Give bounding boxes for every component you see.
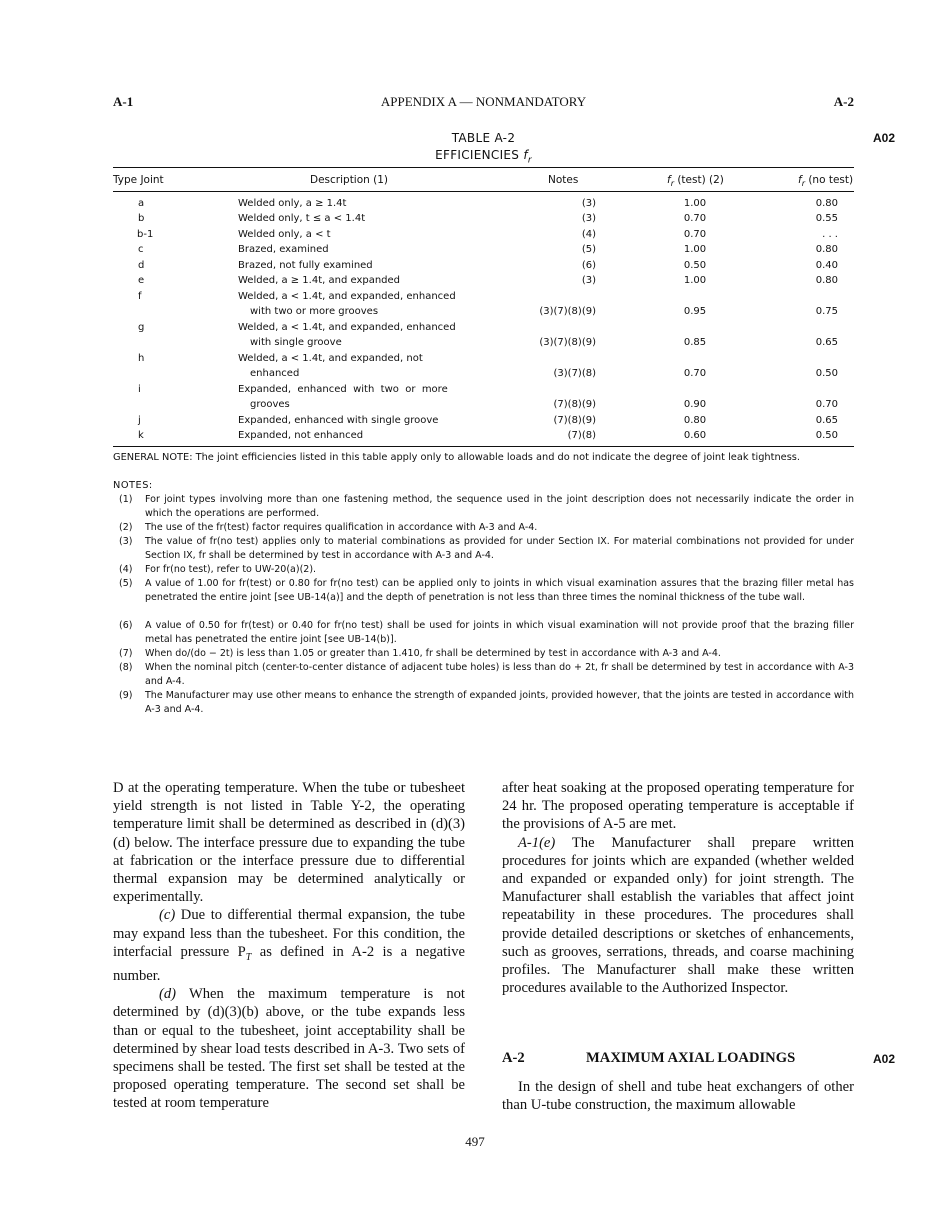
note-item: [113, 577, 854, 605]
note-number: (1): [119, 494, 133, 505]
header-left: A-1: [113, 94, 134, 109]
col-header-fr-test: [667, 174, 724, 188]
row-description-cont: enhanced: [250, 368, 300, 379]
row-fr-notest: . . .: [822, 229, 838, 240]
fr-test-rest: (test) (2): [674, 174, 724, 186]
body-paragraph: In the design of shell and tube heat exchangers of other than U-tube construction, the maximum allowable: [502, 1079, 854, 1114]
col-header-description: Description (1): [310, 174, 389, 186]
row-fr-notest: 0.70: [815, 399, 838, 410]
note-number: (4): [119, 564, 133, 575]
note-text: The Manufacturer may use other means to enhance the strength of expanded joints, provided however, that the joints are tested in accordance with A-3 and A-4.: [145, 690, 854, 715]
row-notes: (7)(8)(9): [553, 415, 596, 426]
row-fr-test: 0.50: [683, 260, 707, 271]
row-description: Welded, a < 1.4t, and expanded, not: [238, 353, 423, 364]
note-item: [113, 689, 854, 717]
notes-heading: NOTES:: [113, 480, 153, 491]
row-description: Welded only, t ≤ a < 1.4t: [238, 213, 366, 224]
row-type: f: [138, 291, 142, 302]
note-text: When do/(do − 2t) is less than 1.05 or greater than 1.410, fr shall be determined by test in accordance with A-3 and A-4.: [145, 648, 721, 659]
row-fr-test: 0.80: [683, 415, 707, 426]
row-type: j: [138, 415, 141, 426]
body-paragraph: after heat soaking at the proposed operating temperature for 24 hr. The proposed operating temperature is acceptable if the provisions of A-5 are met.: [502, 780, 854, 833]
note-text: The use of the fr(test) factor requires qualification in accordance with A-3 and A-4.: [145, 522, 538, 533]
row-notes: (7)(8): [567, 430, 596, 441]
header-center: APPENDIX A — NONMANDATORY: [380, 94, 587, 109]
note-text: A value of 1.00 for fr(test) or 0.80 for fr(no test) can be applied only to joints in which visual examination assures that the brazing filler metal has penetrated the entire joint [see UB-14(a)] and the depth of penetration is not less than three times the nominal thickness of the tube wall.: [145, 578, 854, 603]
subscript: T: [245, 951, 252, 963]
table-title-subscript: r: [527, 155, 532, 166]
row-type: c: [138, 244, 144, 255]
row-fr-test: 0.70: [683, 213, 707, 224]
row-fr-test: 0.70: [683, 229, 707, 240]
col-header-fr-notest: [798, 174, 853, 188]
revision-mark-section: A02: [873, 1052, 896, 1066]
note-item: [113, 647, 854, 661]
row-fr-test: 1.00: [683, 198, 707, 209]
row-fr-notest: 0.50: [815, 430, 838, 441]
row-description: Welded only, a < t: [238, 229, 331, 240]
note-text: For fr(no test), refer to UW-20(a)(2).: [145, 564, 317, 575]
note-item: [113, 535, 854, 563]
row-fr-test: 0.95: [683, 306, 707, 317]
row-description-cont: with two or more grooves: [250, 306, 379, 317]
row-fr-notest: 0.55: [815, 213, 838, 224]
body-paragraph: [502, 834, 854, 998]
note-number: (7): [119, 648, 133, 659]
row-notes: (3): [581, 275, 596, 286]
table-title: [113, 130, 854, 169]
table-title-line1: TABLE A-2: [451, 131, 516, 145]
clause-label: (c): [159, 907, 176, 924]
section-title: MAXIMUM AXIAL LOADINGS: [586, 1050, 796, 1066]
general-note: GENERAL NOTE: The joint efficiencies listed in this table apply only to allowable loads and do not indicate the degree of joint leak tightness.: [113, 452, 801, 463]
note-number: (8): [119, 662, 133, 673]
row-fr-test: 1.00: [683, 244, 707, 255]
row-fr-notest: 0.80: [815, 244, 838, 255]
body-paragraph: D at the operating temperature. When the tube or tubesheet yield strength is not listed in Table Y-2, the operating temperature limit shall be determined as described in (d)(3)(d) below. The interface pressure due to expanding the tube at fabrication or the interface pressure due to differential thermal expansion may be determined analytically or experimentally.: [113, 780, 465, 906]
row-type: i: [138, 384, 141, 395]
row-notes: (4): [581, 229, 596, 240]
row-fr-test: 1.00: [683, 275, 707, 286]
revision-mark-table: A02: [873, 131, 896, 145]
row-notes: (3)(7)(8)(9): [539, 337, 596, 348]
fr-test-sub: r: [670, 179, 674, 189]
row-type: e: [138, 275, 145, 286]
clause-label: (d): [159, 986, 177, 1003]
row-description: Welded, a < 1.4t, and expanded, enhanced: [238, 322, 456, 333]
body-column-left: [113, 779, 465, 1113]
row-fr-notest: 0.80: [815, 275, 838, 286]
section-number: A-2: [502, 1050, 525, 1066]
row-type: k: [138, 430, 144, 441]
note-text: When the nominal pitch (center-to-center distance of adjacent tube holes) is less than do + 2t, fr shall be determined by test in accordance with A-3 and A-4.: [145, 662, 854, 687]
table-bottom-rule: [113, 446, 854, 447]
note-number: (2): [119, 522, 133, 533]
row-description: Expanded, not enhanced: [238, 430, 364, 441]
note-number: (3): [119, 536, 133, 547]
row-fr-notest: 0.65: [815, 337, 838, 348]
table-top-rule: [113, 167, 854, 168]
body-paragraph: [113, 906, 465, 985]
row-type: a: [138, 198, 145, 209]
row-notes: (3)(7)(8)(9): [539, 306, 596, 317]
row-fr-notest: 0.65: [815, 415, 838, 426]
row-description: Welded, a < 1.4t, and expanded, enhanced: [238, 291, 456, 302]
row-description: Expanded, enhanced with single groove: [238, 415, 439, 426]
row-type: h: [138, 353, 145, 364]
fr-notest-symbol: f: [798, 174, 802, 186]
row-fr-test: 0.85: [683, 337, 707, 348]
row-type: g: [138, 322, 145, 333]
running-header: [113, 94, 854, 110]
note-item: [113, 661, 854, 689]
row-type: d: [138, 260, 145, 271]
row-fr-notest: 0.50: [815, 368, 838, 379]
row-fr-test: 0.90: [683, 399, 707, 410]
body-column-right: [502, 779, 854, 997]
table-title-prefix: EFFICIENCIES: [435, 148, 524, 162]
note-text: The value of fr(no test) applies only to material combinations as provided for under Section IX. For material combinations not provided for under Section IX, fr shall be determined by test in accordance with A-3 and A-4.: [145, 536, 854, 561]
fr-test-symbol: f: [667, 174, 671, 186]
note-text: A value of 0.50 for fr(test) or 0.40 for fr(no test) shall be used for joints in which visual examination will not provide proof that the brazing filler metal has penetrated the entire joint [see UB-14(b)].: [145, 620, 854, 645]
row-notes: (7)(8)(9): [553, 399, 596, 410]
note-item: [113, 619, 854, 647]
row-fr-notest: 0.40: [815, 260, 838, 271]
row-description-cont: grooves: [250, 399, 290, 410]
note-item: [113, 563, 854, 577]
note-item: [113, 493, 854, 521]
paragraph-text: Due to differential thermal expansion, the tube may expand less than the tubesheet. For this condition, the interfacial pressure P: [113, 907, 465, 960]
row-description: Welded only, a ≥ 1.4t: [238, 198, 347, 209]
row-fr-notest: 0.75: [815, 306, 838, 317]
row-description: Brazed, not fully examined: [238, 260, 373, 271]
fr-notest-sub: r: [801, 179, 805, 189]
table-title-symbol: f: [523, 148, 528, 162]
table-header-rule: [113, 191, 854, 192]
paragraph-text: When the maximum temperature is not determined by (d)(3)(b) above, or the tube expands less than or equal to the tubesheet, joint acceptability shall be determined by shear load tests described in A-3. Two sets of specimens shall be tested. The first set shall be tested at the proposed operating temperature. The second set shall be tested at room temperature: [113, 986, 465, 1112]
clause-label: A-1(e): [518, 834, 556, 851]
paragraph-text: The Manufacturer shall prepare written procedures for joints which are expanded (whether welded and expanded or expanded only) for joint strength. The Manufacturer shall establish the variables that affect joint repeatability in these procedures. The procedures shall provide detailed descriptions or sketches of enhancements, such as grooves, serrations, threads, and coarse machining profiles. The Manufacturer shall make these written procedures available to the Authorized Inspector.: [502, 834, 854, 997]
note-item: [113, 521, 854, 535]
row-description: Brazed, examined: [238, 244, 329, 255]
row-fr-test: 0.60: [683, 430, 707, 441]
row-notes: (3): [581, 198, 596, 209]
col-header-type: Type Joint: [113, 174, 164, 186]
row-notes: (3): [581, 213, 596, 224]
row-type: b: [138, 213, 145, 224]
row-description: Expanded, enhanced with two or more: [238, 384, 448, 395]
row-fr-notest: 0.80: [815, 198, 838, 209]
row-description-cont: with single groove: [250, 337, 342, 348]
note-number: (6): [119, 620, 133, 631]
note-number: (9): [119, 690, 133, 701]
header-right: A-2: [833, 94, 854, 109]
row-description: Welded, a ≥ 1.4t, and expanded: [238, 275, 401, 286]
row-fr-test: 0.70: [683, 368, 707, 379]
row-notes: (6): [581, 260, 596, 271]
body-paragraph: [113, 985, 465, 1112]
row-notes: (5): [581, 244, 596, 255]
col-header-notes: Notes: [548, 174, 579, 186]
note-number: (5): [119, 578, 133, 589]
page-number: 497: [465, 1134, 485, 1149]
fr-notest-rest: (no test): [805, 174, 854, 186]
note-text: For joint types involving more than one fastening method, the sequence used in the joint description does not necessarily indicate the order in which the operations are performed.: [145, 494, 854, 519]
paragraph-text-end: as defined in A-2 is a negative number.: [113, 943, 466, 984]
row-type: b-1: [137, 229, 154, 240]
row-notes: (3)(7)(8): [553, 368, 596, 379]
